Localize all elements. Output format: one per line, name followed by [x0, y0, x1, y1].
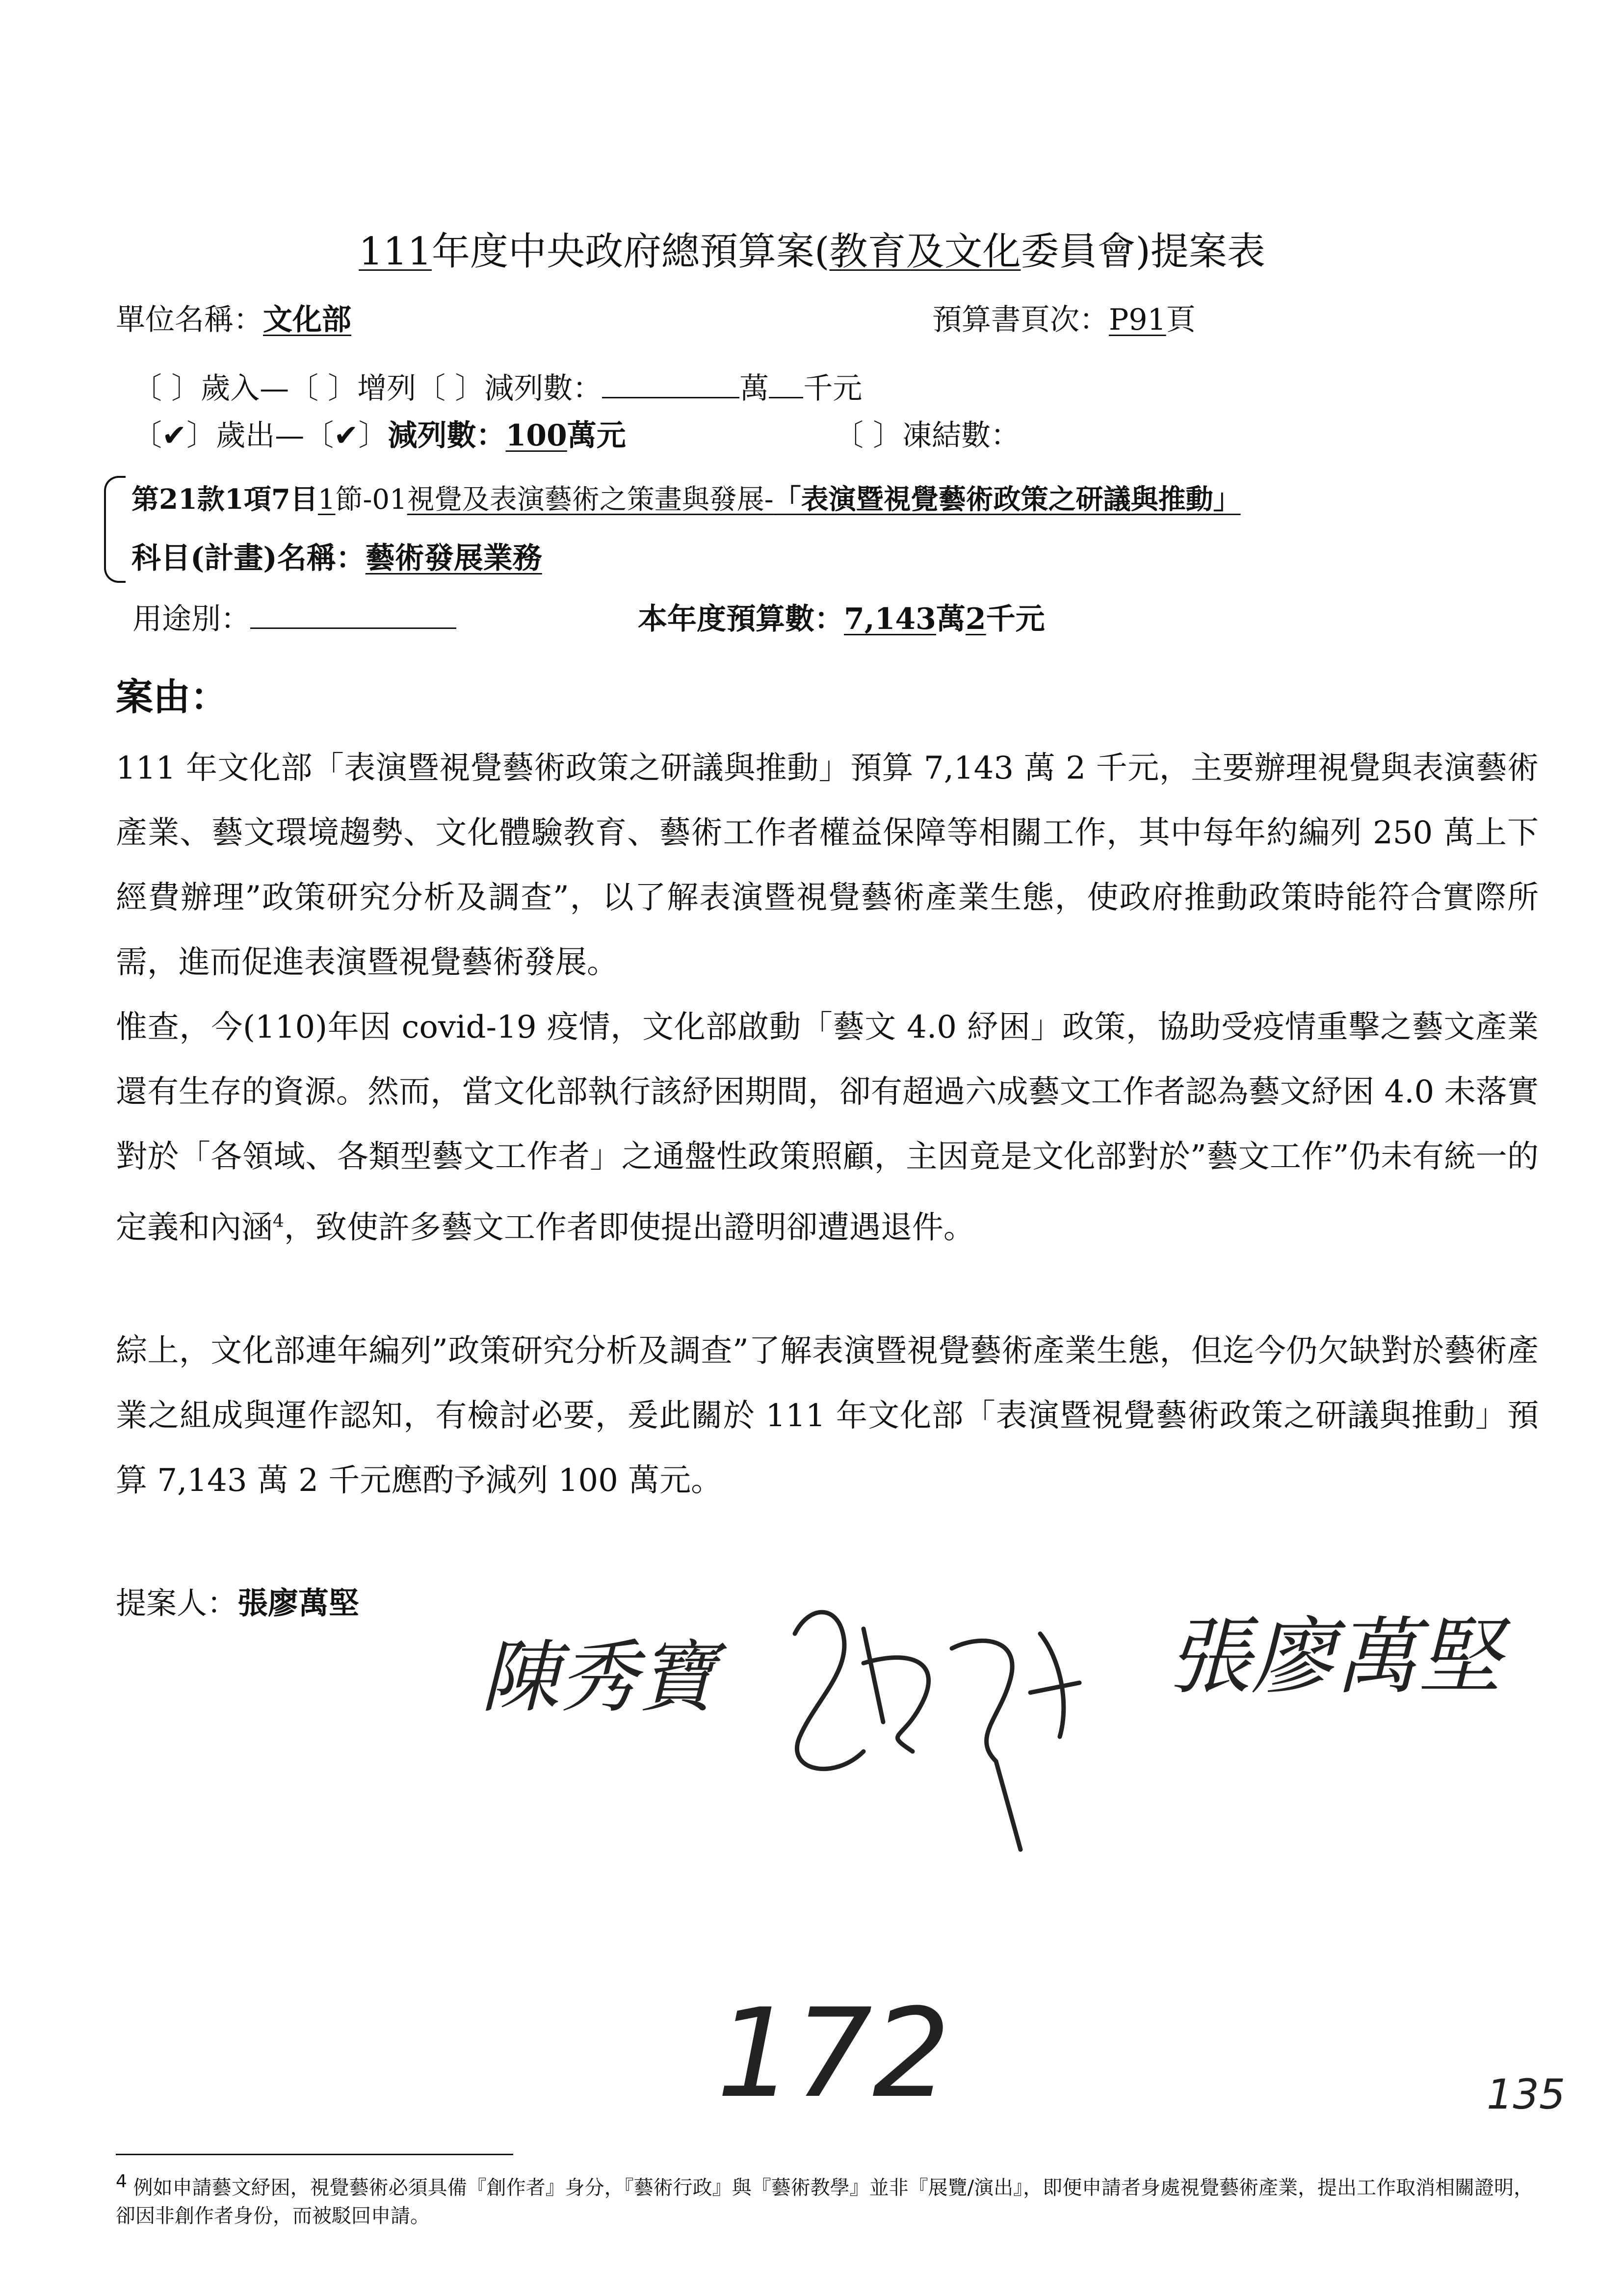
proposer: 提案人：張廖萬堅	[116, 1585, 360, 1621]
page-number: 135	[1487, 2070, 1566, 2118]
budget-line: 本年度預算數：7,143萬2千元	[638, 602, 1045, 636]
subject-line: 科目(計畫)名稱：藝術發展業務	[131, 541, 542, 575]
page-title: 111年度中央政府總預算案(教育及文化委員會)提案表	[359, 230, 1265, 274]
unit-name: 單位名稱：文化部	[116, 303, 351, 337]
program-line: 第21款1項7目1節-01視覺及表演藝術之策畫與發展-「表演暨視覺藝術政策之研議與推動」	[131, 483, 1241, 516]
reason-heading: 案由：	[116, 675, 228, 719]
footnote: $^4$ 例如申請藝文紓困，視覺藝術必須具備『創作者』身分，『藝術行政』與『藝術教學』並非『展覽/演出』，即便申請者身處視覺藝術產業，提出工作取消相關證明，卻因非創作者身份，而被駁回申請。	[116, 2171, 1534, 2228]
budget-page-ref: 預算書頁次：P91頁	[932, 303, 1196, 337]
signature-scribble	[765, 1575, 1133, 1879]
title-committee: 教育及文化	[829, 230, 1021, 274]
freeze-line: 〔 〕凍結數：	[834, 418, 1021, 453]
reason-paragraph-3: 綜上，文化部連年編列”政策研究分析及調查”了解表演暨視覺藝術產業生態，但迄今仍欠缺對於藝術產業之組成與運作認知，有檢討必要，爰此關於 111 年文化部「表演暨視覺藝術政策之研議與推動」預算 7,143 萬 2 千元應酌予減列 100 萬元。	[116, 1333, 1539, 1499]
income-line: 〔 〕歲入—〔 〕增列〔 〕減列數： 萬 千元	[132, 371, 863, 406]
program-bracket	[104, 476, 126, 583]
signature-1: 陳秀寶	[481, 1631, 717, 1723]
handwritten-number: 172	[716, 1982, 951, 2125]
reason-paragraph-2: 惟查，今(110)年因 covid-19 疫情，文化部啟動「藝文 4.0 紓困」政策，協助受疫情重擊之藝文產業還有生存的資源。然而，當文化部執行該紓困期間，卻有超過六成藝文工作者認為藝文紓困 4.0 未落實對於「各領域、各類型藝文工作者」之通盤性政策照顧，主因竟是文化部對於”藝文工作”仍未有統一的定義和內涵$^4$，致使許多藝文工作者即使提出證明卻遭遇退件。	[116, 1009, 1539, 1246]
purpose-line: 用途別：	[132, 600, 456, 639]
title-year: 111	[359, 230, 432, 274]
signature-2: 張廖萬堅	[1168, 1609, 1502, 1706]
footnote-divider	[116, 2154, 513, 2155]
expense-line: 〔✔〕歲出—〔✔〕減列數：100萬元	[132, 418, 626, 453]
reason-paragraph-1: 111 年文化部「表演暨視覺藝術政策之研議與推動」預算 7,143 萬 2 千元，主要辦理視覺與表演藝術產業、藝文環境趨勢、文化體驗教育、藝術工作者權益保障等相關工作，其中每年約編列 250 萬上下經費辦理”政策研究分析及調查”，以了解表演暨視覺藝術產業生態，使政府推動政策時能符合實際所需，進而促進表演暨視覺藝術發展。	[116, 750, 1539, 981]
footnote-ref: 4	[273, 1211, 284, 1231]
